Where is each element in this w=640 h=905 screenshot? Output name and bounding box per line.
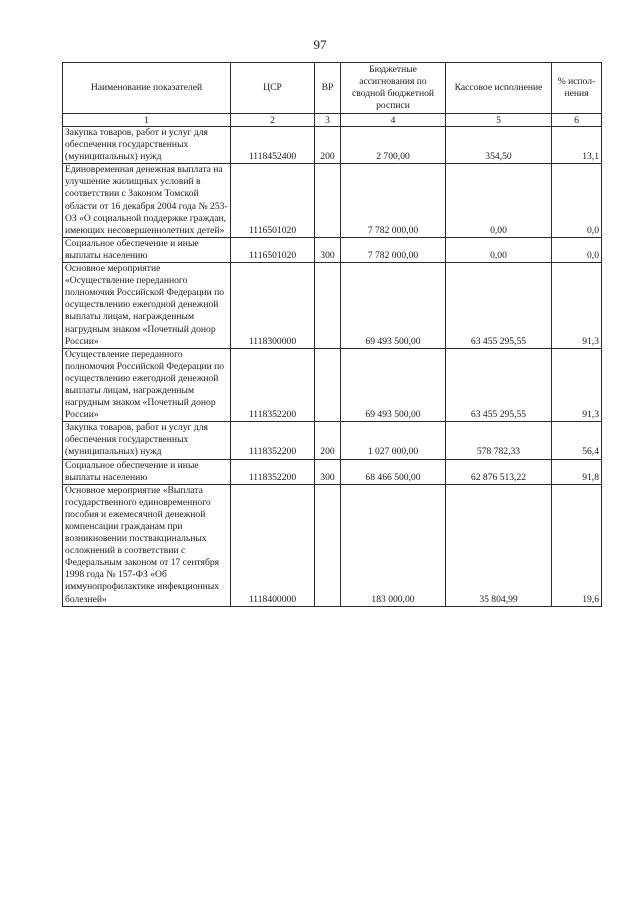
header-vr: ВР xyxy=(315,63,341,114)
column-number: 4 xyxy=(341,114,446,127)
column-number: 6 xyxy=(552,114,602,127)
table-row xyxy=(63,484,602,606)
row-csr: 1116501020 xyxy=(231,237,315,262)
row-name: Основное мероприятие «Выплата государственного единовременного пособия и ежемесячной денежной компенсации гражданам при возникновении поствакцинальных осложнений в соответствии с Федеральным законом от 17 сентября 1998 года № 157-ФЗ «Об иммунопрофилактике инфекционных болезней» xyxy=(63,484,231,606)
row-pct: 19,6 xyxy=(552,484,602,606)
row-vr: 300 xyxy=(315,237,341,262)
row-name: Основное мероприятие «Осуществление переданного полномочия Российской Федерации по осуществлению ежегодной денежной выплаты лицам, награжденным нагрудным знаком «Почетный донор России» xyxy=(63,263,231,349)
header-budget: Бюджетные ассигнования по сводной бюджетной росписи xyxy=(341,63,446,114)
row-csr: 1118452400 xyxy=(231,127,315,164)
row-pct: 0,0 xyxy=(552,164,602,238)
row-cash: 63 455 295,55 xyxy=(446,263,552,349)
column-number: 3 xyxy=(315,114,341,127)
row-vr: 300 xyxy=(315,459,341,484)
row-budget: 7 782 000,00 xyxy=(341,164,446,238)
row-budget: 183 000,00 xyxy=(341,484,446,606)
row-budget: 69 493 500,00 xyxy=(341,263,446,349)
table-row xyxy=(63,237,602,262)
column-number-row xyxy=(63,114,602,127)
row-name: Осуществление переданного полномочия Российской Федерации по осуществлению ежегодной денежной выплаты лицам, награжденным нагрудным знаком «Почетный донор России» xyxy=(63,348,231,422)
row-pct: 0,0 xyxy=(552,237,602,262)
table-row xyxy=(63,127,602,164)
row-budget: 69 493 500,00 xyxy=(341,348,446,422)
row-pct: 56,4 xyxy=(552,422,602,459)
row-budget: 2 700,00 xyxy=(341,127,446,164)
row-name: Закупка товаров, работ и услуг для обеспечения государственных (муниципальных) нужд xyxy=(63,127,231,164)
row-vr xyxy=(315,263,341,349)
row-pct: 91,3 xyxy=(552,263,602,349)
row-csr: 1118352200 xyxy=(231,459,315,484)
row-csr: 1118352200 xyxy=(231,422,315,459)
row-cash: 578 782,33 xyxy=(446,422,552,459)
row-name: Социальное обеспечение и иные выплаты населению xyxy=(63,237,231,262)
row-cash: 62 876 513,22 xyxy=(446,459,552,484)
row-csr: 1118352200 xyxy=(231,348,315,422)
header-csr: ЦСР xyxy=(231,63,315,114)
column-number: 2 xyxy=(231,114,315,127)
table-row xyxy=(63,263,602,349)
row-csr: 1118300000 xyxy=(231,263,315,349)
row-budget: 7 782 000,00 xyxy=(341,237,446,262)
row-name: Закупка товаров, работ и услуг для обеспечения государственных (муниципальных) нужд xyxy=(63,422,231,459)
row-cash: 0,00 xyxy=(446,164,552,238)
header-row xyxy=(63,63,602,114)
row-vr: 200 xyxy=(315,422,341,459)
budget-execution-table xyxy=(62,62,602,607)
row-vr xyxy=(315,484,341,606)
row-vr xyxy=(315,164,341,238)
header-pct: % испол-нения xyxy=(552,63,602,114)
row-cash: 35 804,99 xyxy=(446,484,552,606)
header-name: Наименование показателей xyxy=(63,63,231,114)
row-budget: 68 466 500,00 xyxy=(341,459,446,484)
row-csr: 1116501020 xyxy=(231,164,315,238)
table-row xyxy=(63,422,602,459)
row-cash: 0,00 xyxy=(446,237,552,262)
row-cash: 354,50 xyxy=(446,127,552,164)
row-name: Социальное обеспечение и иные выплаты населению xyxy=(63,459,231,484)
row-pct: 13,1 xyxy=(552,127,602,164)
row-pct: 91,3 xyxy=(552,348,602,422)
row-csr: 1118400000 xyxy=(231,484,315,606)
row-budget: 1 027 000,00 xyxy=(341,422,446,459)
table-row xyxy=(63,348,602,422)
row-vr: 200 xyxy=(315,127,341,164)
table-row xyxy=(63,459,602,484)
header-cash: Кассовое исполнение xyxy=(446,63,552,114)
column-number: 1 xyxy=(63,114,231,127)
row-vr xyxy=(315,348,341,422)
page-number: 97 xyxy=(313,37,327,52)
row-cash: 63 455 295,55 xyxy=(446,348,552,422)
table-row xyxy=(63,164,602,238)
row-name: Единовременная денежная выплата на улучшение жилищных условий в соответствии с Законом Томской области от 16 декабря 2004 года № 253-ОЗ «О социальной поддержке граждан, имеющих несовершеннолетних детей» xyxy=(63,164,231,238)
column-number: 5 xyxy=(446,114,552,127)
row-pct: 91,8 xyxy=(552,459,602,484)
